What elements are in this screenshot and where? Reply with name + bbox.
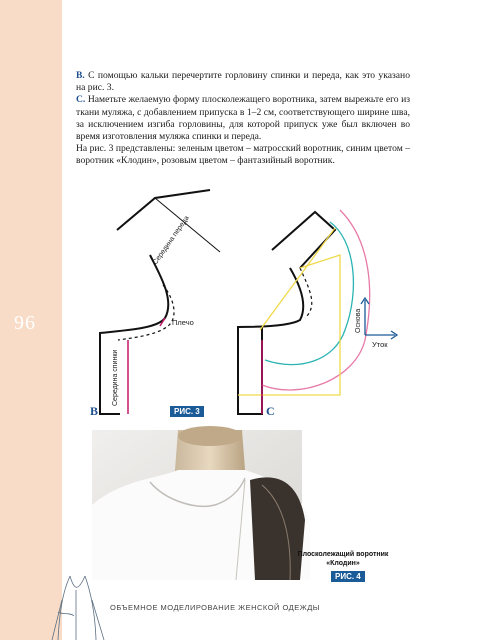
caption-line-1: Плосколежащий воротник — [297, 551, 389, 558]
footer-title: ОБЪЕМНОЕ МОДЕЛИРОВАНИЕ ЖЕНСКОЙ ОДЕЖДЫ — [110, 603, 320, 612]
page-number: 96 — [14, 312, 36, 334]
fig3-label: РИС. 3 — [170, 406, 204, 417]
step-c-text: Наметьте желаемую форму плосколежащего воротника, затем вырежьте его из ткани муляжа, с добавлением припуска в 1–2 см, соответствующего ширине шва, за исключением изгиба горловины, для которой припуск уже был включен во время изготовления муляжа спинки и переда. — [76, 94, 410, 143]
step-c-label: C. — [76, 94, 86, 106]
label-weft: Уток — [372, 340, 388, 349]
step-b-label: B. — [76, 70, 85, 81]
sketch-collar — [70, 576, 85, 587]
label-shoulder: Плечо — [172, 318, 194, 327]
caption-line-2: «Клодин» — [326, 560, 360, 567]
label-front-center: Середина переда — [152, 214, 191, 267]
letter-c: C — [266, 404, 275, 418]
step-b-text: С помощью кальки перечертите горловину спинки и переда, как это указано на рис. 3. — [76, 70, 410, 94]
legend-text: На рис. 3 представлены: зеленым цветом – матросский воротник, синим цветом – воротник «Клодин», розовым цветом – фантазийный воротник. — [76, 143, 410, 167]
fig4-label: РИС. 4 — [331, 571, 365, 582]
letter-b: B — [90, 404, 99, 418]
label-back-center: Середина спинки — [112, 349, 119, 406]
label-grain: Основа — [355, 308, 362, 333]
